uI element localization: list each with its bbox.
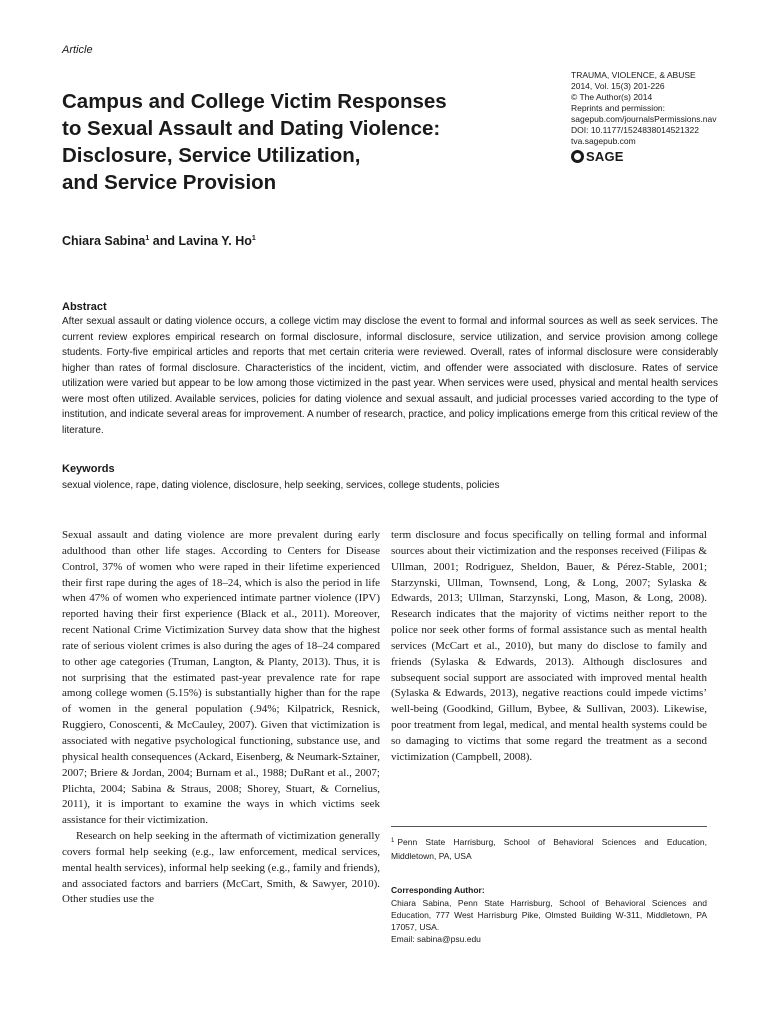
keywords-section <box>62 462 718 493</box>
sage-logo <box>571 150 751 163</box>
body-column-left <box>62 528 380 908</box>
sage-logo-icon <box>571 150 584 163</box>
body-paragraph: Research on help seeking in the aftermath of victimization generally covers formal help seeking (e.g., law enforcement, medical services, mental health services), informal help seeking (e.g., family and friends), and associated factors and barriers (McCart, Smith, & Sawyer, 2010). Other studies use the <box>62 830 380 906</box>
abstract-heading: Abstract <box>62 301 107 313</box>
doi-link[interactable]: DOI: 10.1177/1524838014521322 <box>571 125 699 135</box>
journal-metadata <box>571 70 751 163</box>
title-line: Campus and College Victim Responses <box>62 90 447 113</box>
footnotes <box>391 826 707 945</box>
title-line: to Sexual Assault and Dating Violence: <box>62 117 441 140</box>
affiliation-marker: 1 <box>391 838 395 844</box>
corresponding-author-text: Chiara Sabina, Penn State Harrisburg, School of Behavioral Sciences and Education, 777 West Harrisburg Pike, Olmsted Building W-311, Middletown, PA 17057, USA. <box>391 898 707 932</box>
copyright-line: © The Author(s) 2014 <box>571 92 653 102</box>
journal-name: TRAUMA, VIOLENCE, & ABUSE <box>571 70 696 80</box>
permissions-link[interactable]: sagepub.com/journalsPermissions.nav <box>571 114 717 124</box>
affiliation-footnote <box>391 835 707 863</box>
article-title <box>62 88 532 196</box>
keywords-heading: Keywords <box>62 463 115 475</box>
body-column-right <box>391 528 707 766</box>
reprints-line: Reprints and permission: <box>571 103 666 113</box>
body-paragraph: Sexual assault and dating violence are more prevalent during early adulthood than other life stages. According to Centers for Disease Control, 37% of women who were raped in their lifetime experienced their first rape during the ages of 18–24, which is also the period in life when 47% of women who experienced intimate partner violence (IPV) reported having their first experience (Black et al., 2011). Moreover, recent National Crime Victimization Survey data show that the highest rate of serious violent crimes is also during the ages of 18–24 compared to other age categories (Truman, Langton, & Planty, 2013). Thus, it is not surprising that the estimated past-year prevalence rate for rape among college women (5.15%) is substantially higher than for the rape of women in the general population (.94%; Kilpatrick, Resnick, Ruggiero, Conoscenti, & McCauley, 2007). Given that victimization is associated with negative psychological functioning, substance use, and physical health consequences (Ackard, Eisenberg, & Neumark-Sztainer, 2007; Briere & Jordan, 2004; Burnam et al., 1988; DuRant et al., 2007; Plichta, 2004; Sabina & Straus, 2008; Shorey, Stuart, & Cornelius, 2011), it is important to examine the ways in which victims seek assistance for their victimization. <box>62 529 380 827</box>
author-name: Lavina Y. Ho <box>178 234 252 248</box>
abstract-text: After sexual assault or dating violence occurs, a college victim may disclose the event to formal and informal sources as well as seek services. The current review explores empirical research on formal disclosure, informal disclosure, service utilization, and service provision among college students. Forty-five empirical articles and reports that met certain criteria were reviewed. Overall, rates of informal disclosure were considerably higher than rates of formal disclosure. Characteristics of the incident, victim, and offender were associated with disclosure. Rates of service utilization were varied but appear to be low among those victimized in the past year. When services were used, physical and mental health services were most often utilized. Available services, policies for dating violence and sexual assault, and judicial processes varied according to the type of institution, and indicate several areas for improvement. A number of research, practice, and policy implications emerge from this critical review of the literature. <box>62 316 718 436</box>
corresponding-author-heading: Corresponding Author: <box>391 885 485 895</box>
affiliation-text: Penn State Harrisburg, School of Behavioral Sciences and Education, Middletown, PA, USA <box>391 837 707 861</box>
title-line: and Service Provision <box>62 171 277 194</box>
author-name: Chiara Sabina <box>62 234 146 248</box>
keywords-text: sexual violence, rape, dating violence, disclosure, help seeking, services, college students, policies <box>62 480 500 491</box>
author-connector: and <box>149 234 179 248</box>
affiliation-marker: 1 <box>251 235 256 242</box>
body-paragraph: term disclosure and focus specifically on telling formal and informal sources about their victimization and the responses received (Filipas & Ullman, 2001; Rodriguez, Sheldon, Bauer, & Pérez-Stable, 2001; Starzynski, Ullman, Townsend, Long, & Long, 2007; Sylaska & Edwards, 2013; Ullman, Starzynski, Long, Mason, & Long, 2008). Research indicates that the majority of victims neither report to the police nor seek other forms of formal assistance such as mental health services (McCart et al., 2010), but many do disclose to family and friends (Sylaska & Edwards, 2013). Although disclosures and subsequent social support are associated with improved mental health (Sylaska & Edwards, 2013), negative reactions could impede victims’ well-being (Goodkind, Gillum, Bybee, & Sullivan, 2003). Likewise, poor treatment from legal, medical, and mental health systems could be so damaging to victims that some regard the treatment as a second victimization (Campbell, 2008). <box>391 529 707 763</box>
corresponding-author-email[interactable]: Email: sabina@psu.edu <box>391 934 481 944</box>
author-list <box>62 234 256 248</box>
journal-volume: 2014, Vol. 15(3) 201-226 <box>571 81 665 91</box>
affiliation-marker: 1 <box>145 235 150 242</box>
title-line: Disclosure, Service Utilization, <box>62 144 361 167</box>
sage-logo-text: SAGE <box>586 149 624 164</box>
journal-site-link[interactable]: tva.sagepub.com <box>571 136 636 146</box>
article-type-label: Article <box>62 44 93 56</box>
abstract-section <box>62 300 718 438</box>
